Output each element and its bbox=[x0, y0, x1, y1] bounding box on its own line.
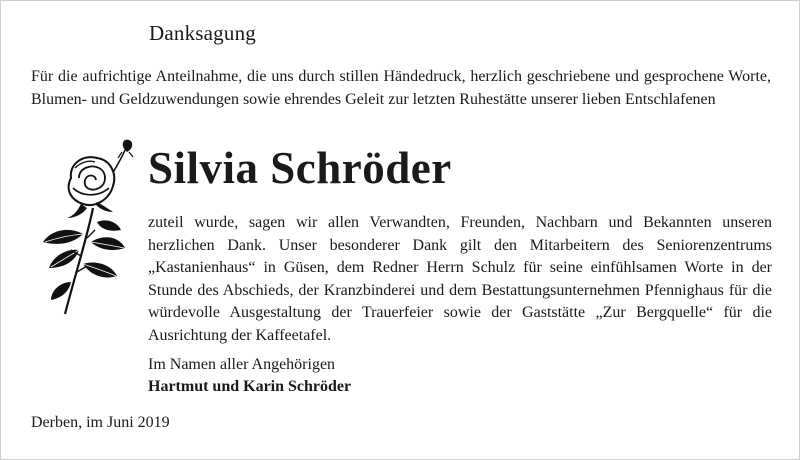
rose-icon bbox=[21, 138, 141, 318]
place-date: Derben, im Juni 2019 bbox=[31, 414, 170, 431]
intro-paragraph: Für die aufrichtige Anteilnahme, die uns durch stillen Händedruck, herzlich geschriebene und gesprochene Worte, Blumen- und Geldzuwendungen sowie ehrendes Geleit zur letzten Ruhestätte unserer lieben Entschlafenen bbox=[31, 68, 771, 108]
signature-names: Hartmut und Karin Schröder bbox=[148, 378, 352, 395]
signature-intro: Im Namen aller Angehörigen bbox=[148, 356, 336, 373]
notice-heading: Danksagung bbox=[149, 21, 256, 45]
thanks-paragraph: zuteil wurde, sagen wir allen Verwandten, Freunden, Nachbarn und Bekannten unseren herzlichen Dank. Unser besonderer Dank gilt den Mitarbeitern des Seniorenzentrums „Kastanienhaus“ in Güsen, dem Redner Herrn Schulz für seine einfühlsamen Worte in der Stunde des Abschieds, der Kranzbinderei und dem Bestattungsunternehmen Pfennighaus für die würdevolle Ausgestaltung der Trauerfeier sowie der Gaststätte „Zur Bergquelle“ für die Ausrichtung der Kaffeetafel. bbox=[148, 214, 772, 344]
deceased-name: Silvia Schröder bbox=[148, 143, 452, 193]
